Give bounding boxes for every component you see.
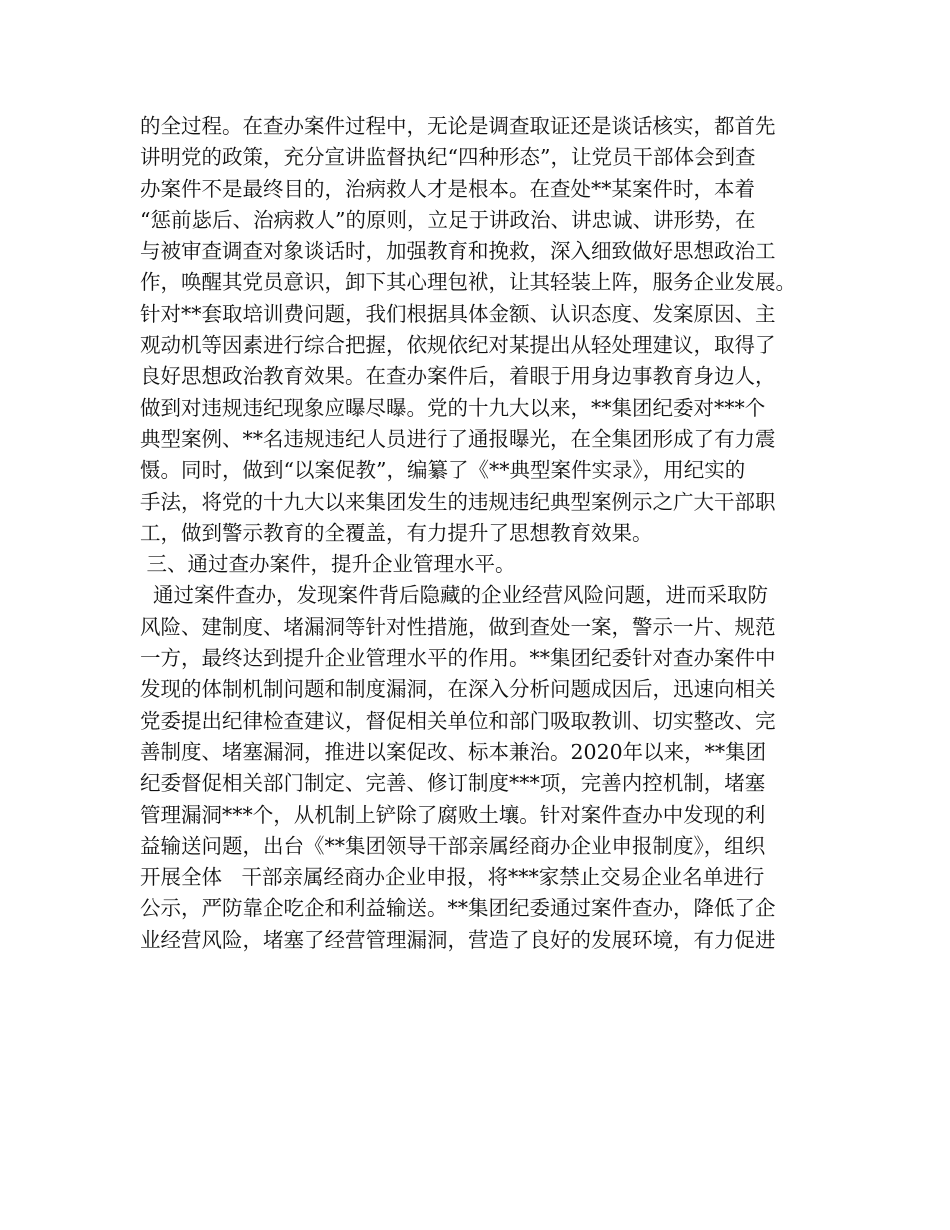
text-line: 办案件不是最终目的，治病救人才是根本。在查处**某案件时，本着 [140, 176, 755, 201]
text-line: 做到对违规违纪现象应曝尽曝。党的十九大以来，**集团纪委对***个 [140, 395, 766, 420]
text-line: 管理漏洞***个，从机制上铲除了腐败土壤。针对案件查办中发现的利 [140, 802, 766, 827]
text-line: 与被审查调查对象谈话时，加强教育和挽救，深入细致做好思想政治工 [140, 239, 776, 264]
text-line: 作，唤醒其党员意识，卸下其心理包袱，让其轻装上阵，服务企业发展。 [140, 270, 796, 295]
text-line: 典型案例、**名违规违纪人员进行了通报曝光，在全集团形成了有力震 [140, 426, 776, 451]
text-line: 手法，将党的十九大以来集团发生的违规违纪典型案例示之广大干部职 [140, 489, 776, 514]
text-line: 风险、建制度、堵漏洞等针对性措施，做到查处一案，警示一片、规范 [140, 614, 776, 639]
text-line: 开展全体 干部亲属经商办企业申报，将***家禁止交易企业名单进行 [140, 865, 765, 890]
text-line: 讲明党的政策，充分宣讲监督执纪“四种形态”，让党员干部体会到查 [140, 145, 756, 170]
text-line: 公示，严防靠企吃企和利益输送。**集团纪委通过案件查办，降低了企 [140, 896, 776, 921]
text-line: 发现的体制机制问题和制度漏洞，在深入分析问题成因后，迅速向相关 [140, 677, 776, 702]
text-line: 的全过程。在查办案件过程中，无论是调查取证还是谈话核实，都首先 [140, 114, 776, 138]
text-line: 业经营风险，堵塞了经营管理漏洞，营造了良好的发展环境，有力促进 [140, 927, 776, 952]
section-heading: 三、通过查办案件，提升企业管理水平。 [140, 552, 516, 577]
text-line: 慑。同时，做到“以案促教”，编纂了《**典型案件实录》，用纪实的 [140, 458, 746, 483]
text-line: 针对**套取培训费问题，我们根据具体金额、认识态度、发案原因、主 [140, 301, 776, 326]
text-line: 观动机等因素进行综合把握，依规依纪对某提出从轻处理建议，取得了 [140, 333, 776, 358]
text-line: 党委提出纪律检查建议，督促相关单位和部门吸取教训、切实整改、完 [140, 708, 776, 733]
text-line: 良好思想政治教育效果。在查办案件后，着眼于用身边事教育身边人， [140, 364, 776, 389]
text-line: 通过案件查办，发现案件背后隐藏的企业经营风险问题，进而采取防 [140, 583, 769, 608]
text-line: 益输送问题，出台《**集团领导干部亲属经商办企业申报制度》，组织 [140, 833, 766, 858]
text-line: 工，做到警示教育的全覆盖，有力提升了思想教育效果。 [140, 520, 653, 545]
text-line: 一方，最终达到提升企业管理水平的作用。**集团纪委针对查办案件中 [140, 646, 776, 671]
body-text [140, 111, 840, 956]
text-line: “惩前毖后、治病救人”的原则，立足于讲政治、讲忠诚、讲形势，在 [140, 207, 756, 232]
text-line: 纪委督促相关部门制定、完善、修订制度***项，完善内控机制，堵塞 [140, 771, 766, 796]
text-line: 善制度、堵塞漏洞，推进以案促改、标本兼治。2020年以来，**集团 [140, 739, 767, 764]
